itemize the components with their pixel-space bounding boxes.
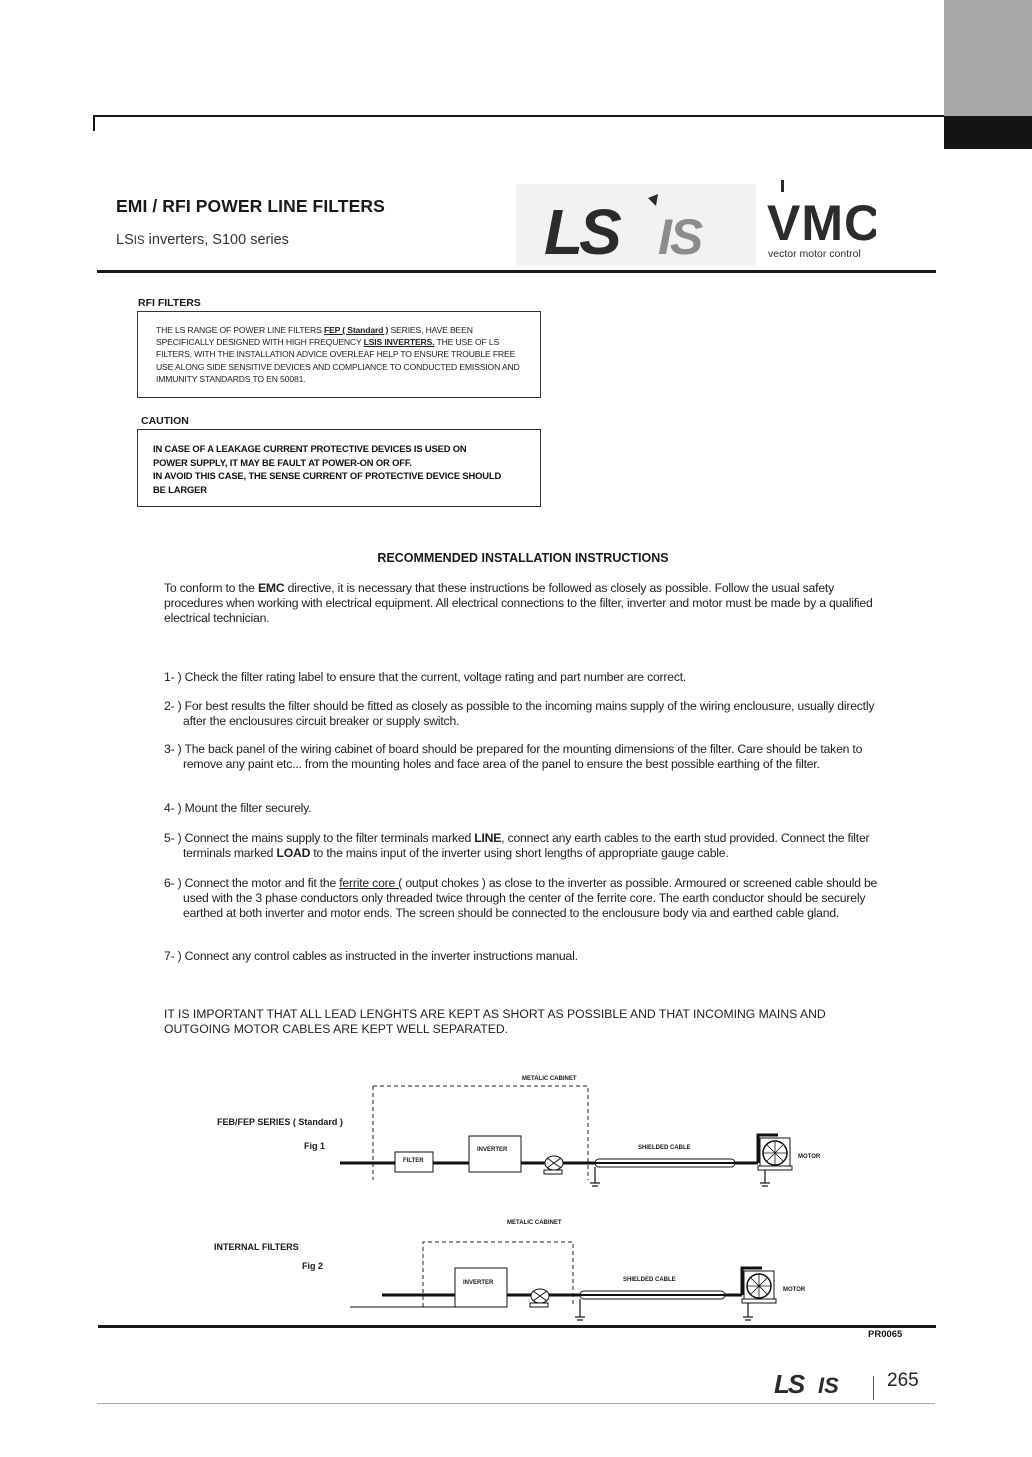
chapter-tab: [944, 0, 1032, 116]
caution-line-3: IN AVOID THIS CASE, THE SENSE CURRENT OF PROTECTIVE DEVICE SHOULD: [153, 470, 502, 482]
vmc-tagline: vector motor control: [768, 248, 861, 260]
caution-box: [137, 429, 541, 507]
chapter-tab-marker: [944, 116, 1032, 149]
step-3: 3- ) The back panel of the wiring cabinet of board should be prepared for the mounting dimensions of the filter. Care should be taken to remove any paint etc... from the mounting holes and face area of the panel to ensure the best possible earthing of the filter.: [164, 742, 863, 771]
step-5: 5- ) Connect the mains supply to the filter terminals marked LINE, connect any earth cables to the earth stud provided. Connect the filter terminals marked LOAD to the mains input of the inverter using short lengths of appropriate gauge cable.: [164, 831, 870, 860]
fig2-ferrite-base: [530, 1303, 548, 1307]
rfi-line-4: USE ALONG SIDE SENSITIVE DEVICES AND COMPLIANCE TO CONDUCTED EMISSION AND: [156, 361, 520, 372]
page-title: EMI / RFI POWER LINE FILTERS: [116, 196, 385, 216]
vmc-logo: [766, 178, 876, 262]
footer-rule: [98, 1325, 936, 1328]
fig2-cable-label: SHIELDED CABLE: [623, 1277, 676, 1283]
important-note: IT IS IMPORTANT THAT ALL LEAD LENGHTS ARE KEPT AS SHORT AS POSSIBLE AND THAT INCOMING MAINS AND OUTGOING MOTOR CABLES ARE KEPT WELL SEPARATED.: [164, 1007, 826, 1036]
document-code: PR0065: [868, 1329, 903, 1340]
vmc-text: VMC: [767, 195, 876, 251]
fig2-cabinet-label: METALIC CABINET: [507, 1220, 562, 1226]
caution-line-2: POWER SUPPLY, IT MAY BE FAULT AT POWER-ON OR OFF.: [153, 456, 412, 468]
step-6: 6- ) Connect the motor and fit the ferrite core ( output chokes ) as close to the inverter as possible. Armoured or screened cable should be used with the 3 phase conductors only threaded twice through the center of the ferrite core. The earth conductor should be securely earthed at both inverter and motor ends. The screen should be connected to the enclousure body via and earthed cable gland.: [164, 876, 878, 920]
fig1-filter-label: FILTER: [403, 1158, 424, 1164]
logo-accent-icon: [648, 194, 658, 206]
header-rule: [97, 270, 936, 273]
fig2-motor-base: [742, 1299, 776, 1303]
footer-logo-is: IS: [818, 1373, 839, 1398]
fig2-motor-label: MOTOR: [783, 1287, 806, 1293]
fig1-motor-fan: [763, 1141, 787, 1165]
rfi-filters-box: [137, 311, 541, 398]
caution-label: CAUTION: [141, 415, 189, 427]
fig1-ferrite-base: [544, 1170, 562, 1174]
rfi-line-5: IMMUNITY STANDARDS TO EN 50081.: [156, 373, 306, 384]
fig1-motor-base: [758, 1166, 792, 1170]
page-number-separator: [873, 1376, 874, 1400]
ground-icon: [575, 1299, 753, 1320]
fig1-diagram: [340, 1080, 840, 1195]
fig2-diagram: [350, 1235, 830, 1330]
fig1-label: Fig 1: [304, 1141, 326, 1151]
lsis-logo: [516, 184, 756, 266]
bottom-rule: [97, 1403, 935, 1404]
ground-icon: [590, 1167, 770, 1186]
fig2-label: Fig 2: [302, 1261, 324, 1271]
step-4: 4- ) Mount the filter securely.: [164, 801, 312, 815]
footer-logo: [772, 1368, 862, 1398]
rfi-line-1: THE LS RANGE OF POWER LINE FILTERS FEP ( Standard ) SERIES, HAVE BEEN: [156, 325, 473, 335]
step-2: 2- ) For best results the filter should be fitted as closely as possible to the incoming mains supply of the wiring enclousure, usually directly after the enclousures circuit breaker or supply switch.: [164, 699, 875, 728]
fig1-cable-label: SHIELDED CABLE: [638, 1145, 691, 1151]
page-subtitle: LSIS inverters, S100 series: [116, 232, 289, 248]
fig2-inverter-box: [455, 1268, 507, 1307]
instructions-intro: To conform to the EMC directive, it is necessary that these instructions be followed as closely as possible. Follow the usual safety procedures when working with electrical equipment. All electrical connections to the filter, inverter and motor must be made by a qualified electrical technician.: [164, 581, 873, 625]
fig2-series-label: INTERNAL FILTERS: [214, 1242, 299, 1252]
caution-line-1: IN CASE OF A LEAKAGE CURRENT PROTECTIVE DEVICES IS USED ON: [153, 443, 467, 454]
top-rule-tick: [93, 115, 95, 131]
fig1-inverter-label: INVERTER: [477, 1147, 508, 1153]
rfi-line-3: FILTERS, WITH THE INSTALLATION ADVICE OVERLEAF HELP TO ENSURE TROUBLE FREE: [156, 349, 516, 360]
logo-ls-text: LS: [544, 196, 618, 266]
logo-is-text: IS: [658, 209, 702, 265]
rfi-filters-label: RFI FILTERS: [138, 297, 201, 309]
instructions-title: RECOMMENDED INSTALLATION INSTRUCTIONS: [377, 551, 669, 565]
vmc-tick-icon: [781, 180, 784, 192]
rfi-line-2: SPECIFICALLY DESIGNED WITH HIGH FREQUENCY LSIS INVERTERS. THE USE OF LS: [156, 337, 500, 348]
page-number: 265: [887, 1370, 919, 1391]
step-7: 7- ) Connect any control cables as instructed in the inverter instructions manual.: [164, 949, 578, 963]
footer-logo-ls: LS: [774, 1369, 804, 1398]
fig1-series-label: FEB/FEP SERIES ( Standard ): [217, 1117, 343, 1127]
fig2-motor-fan: [747, 1274, 771, 1298]
fig1-inverter-box: [469, 1136, 521, 1172]
caution-line-4: BE LARGER: [153, 483, 207, 495]
fig2-inverter-label: INVERTER: [463, 1280, 494, 1286]
top-rule: [93, 115, 944, 117]
step-1: 1- ) Check the filter rating label to ensure that the current, voltage rating and part number are correct.: [164, 670, 687, 684]
fig1-cabinet-label: METALIC CABINET: [522, 1076, 577, 1082]
fig1-motor-label: MOTOR: [798, 1154, 821, 1160]
